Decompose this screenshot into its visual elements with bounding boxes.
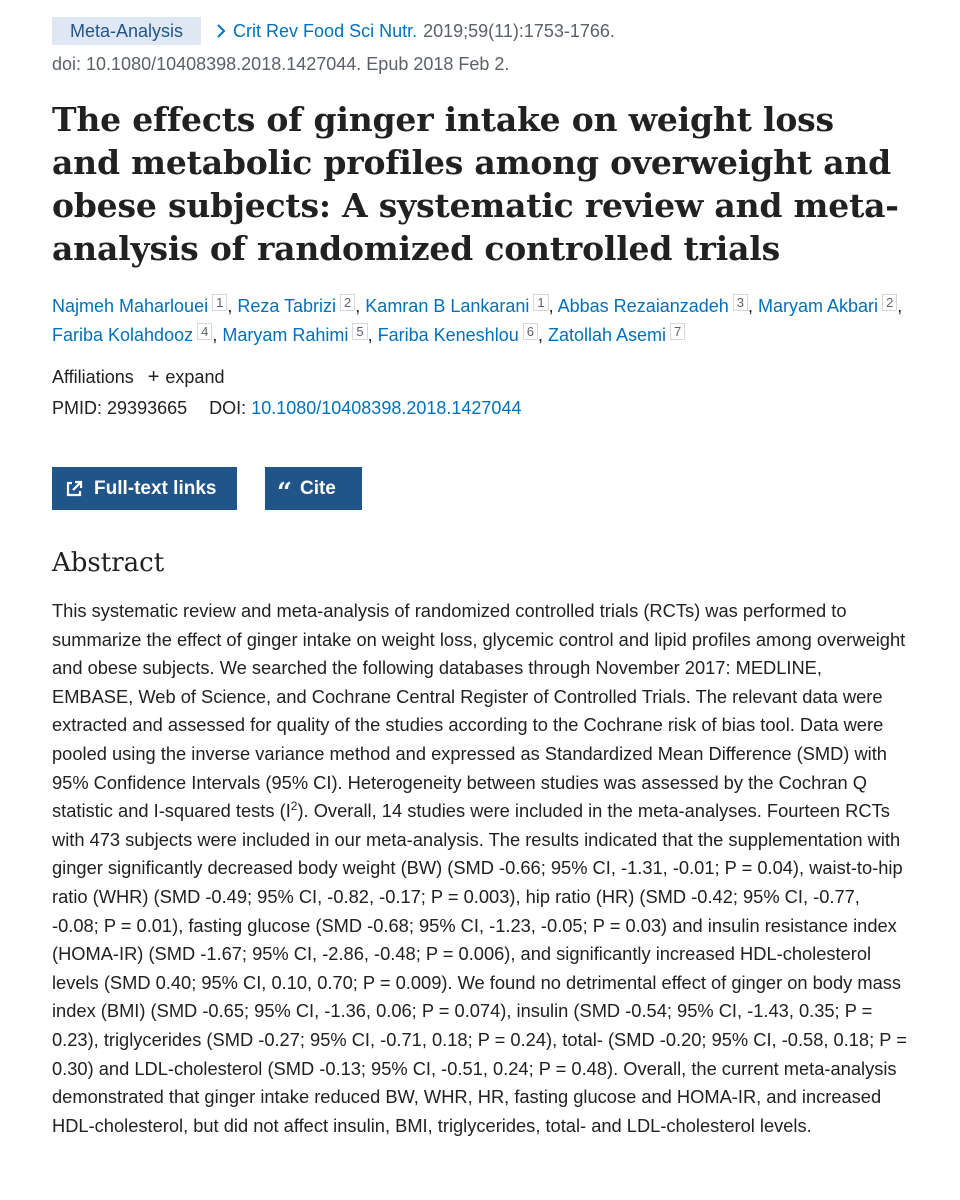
author-separator: , — [537, 325, 548, 345]
pmid-label: PMID: — [52, 398, 103, 418]
full-text-links-button[interactable] — [52, 467, 237, 510]
author-link[interactable]: Najmeh Maharlouei — [52, 296, 209, 316]
affiliation-number[interactable]: 4 — [197, 323, 212, 340]
abstract-text-part2: ). Overall, 14 studies were included in the meta-analyses. Fourteen RCTs with 473 subjects were included in our meta-analysis. The results indicated that the supplementation with ginger significantly decreased body weight (BW) (SMD -0.66; 95% CI, -1.31, -0.01; P = 0.04), waist-to-hip ratio (WHR) (SMD -0.49; 95% CI, -0.82, -0.17; P = 0.003), hip ratio (HR) (SMD -0.42; 95% CI, -0.77, -0.08; P = 0.01), fasting glucose (SMD -0.68; 95% CI, -1.23, -0.05; P = 0.03) and insulin resistance index (HOMA-IR) (SMD -1.67; 95% CI, -2.86, -0.48; P = 0.006), and significantly increased HDL-cholesterol levels (SMD 0.40; 95% CI, 0.10, 0.70; P = 0.009). We found no detrimental effect of ginger on body mass index (BMI) (SMD -0.65; 95% CI, -1.36, 0.06; P = 0.074), insulin (SMD -0.54; 95% CI, -1.43, 0.35; P = 0.23), triglycerides (SMD -0.27; 95% CI, -0.71, 0.18; P = 0.24), total- (SMD -0.20; 95% CI, -0.58, 0.18; P = 0.30) and LDL-cholesterol (SMD -0.13; 95% CI, -0.51, 0.24; P = 0.48). Overall, the current meta-analysis demonstrated that ginger intake reduced BW, WHR, HR, fasting glucose and HOMA-IR, and increased HDL-cholesterol, but did not affect insulin, BMI, triglycerides, total- and LDL-cholesterol levels. — [52, 800, 907, 1136]
full-text-links-label: Full-text links — [94, 477, 217, 499]
article-type-badge[interactable]: Meta-Analysis — [52, 17, 201, 45]
quote-icon: “ — [277, 477, 292, 508]
cite-button[interactable] — [265, 467, 362, 510]
doi-label: DOI: — [209, 398, 247, 418]
affiliation-number[interactable]: 5 — [352, 323, 367, 340]
author-link[interactable]: Maryam Rahimi — [222, 325, 349, 345]
author-separator: , — [212, 325, 223, 345]
chevron-right-icon — [215, 23, 227, 39]
affiliation-number[interactable]: 7 — [670, 323, 685, 340]
affiliations-toggle[interactable] — [52, 366, 224, 389]
author-link[interactable]: Zatollah Asemi — [547, 325, 667, 345]
affiliation-number[interactable]: 1 — [212, 294, 227, 311]
publication-header — [52, 16, 615, 46]
author-link[interactable]: Reza Tabrizi — [237, 296, 337, 316]
abstract-heading: Abstract — [52, 548, 165, 578]
author-separator: , — [355, 296, 366, 316]
author-list — [52, 292, 912, 350]
author-separator: , — [367, 325, 378, 345]
author-link[interactable]: Abbas Rezaianzadeh — [557, 296, 729, 316]
author-separator: , — [748, 296, 759, 316]
cite-label: Cite — [299, 477, 336, 499]
doi-epub-line: doi: 10.1080/10408398.2018.1427044. Epub 2018 Feb 2. — [52, 54, 510, 74]
doi-link[interactable]: 10.1080/10408398.2018.1427044 — [251, 398, 522, 418]
affiliation-number[interactable]: 1 — [533, 294, 548, 311]
journal-link[interactable]: Crit Rev Food Sci Nutr. — [233, 20, 418, 41]
affiliation-number[interactable]: 3 — [733, 294, 748, 311]
affiliation-number[interactable]: 2 — [882, 294, 897, 311]
author-link[interactable]: Maryam Akbari — [758, 296, 879, 316]
superscript-2: 2 — [290, 799, 298, 814]
citation-info: 2019;59(11):1753-1766. — [423, 20, 615, 41]
article-title: The effects of ginger intake on weight loss and metabolic profiles among overweight and obese subjects: A systematic review and meta-analysis of randomized controlled trials — [52, 100, 899, 268]
plus-icon: + — [147, 366, 160, 388]
pmid-value: 29393665 — [107, 398, 188, 418]
author-link[interactable]: Fariba Kolahdooz — [52, 325, 194, 345]
affiliations-label: Affiliations — [52, 367, 134, 387]
author-separator: , — [897, 296, 903, 316]
author-link[interactable]: Kamran B Lankarani — [365, 296, 530, 316]
abstract-text-part1: This systematic review and meta-analysis of randomized controlled trials (RCTs) was performed to summarize the effect of ginger intake on weight loss, glycemic control and lipid profiles among overweight and obese subjects. We searched the following databases through November 2017: MEDLINE, EMBASE, Web of Science, and Cochrane Central Register of Controlled Trials. The relevant data were extracted and assessed for quality of the studies according to the Cochrane risk of bias tool. Data were pooled using the inverse variance method and expressed as Standardized Mean Difference (SMD) with 95% Confidence Intervals (95% CI). Heterogeneity between studies was assessed by the Cochran Q statistic and I-squared tests (I — [52, 600, 906, 822]
author-link[interactable]: Fariba Keneshlou — [377, 325, 519, 345]
abstract-text — [52, 597, 908, 1140]
expand-label: expand — [165, 367, 225, 387]
author-separator: , — [548, 296, 558, 316]
affiliation-number[interactable]: 6 — [523, 323, 538, 340]
affiliation-number[interactable]: 2 — [340, 294, 355, 311]
author-separator: , — [227, 296, 238, 316]
external-link-icon — [64, 479, 84, 499]
identifiers — [52, 398, 521, 419]
